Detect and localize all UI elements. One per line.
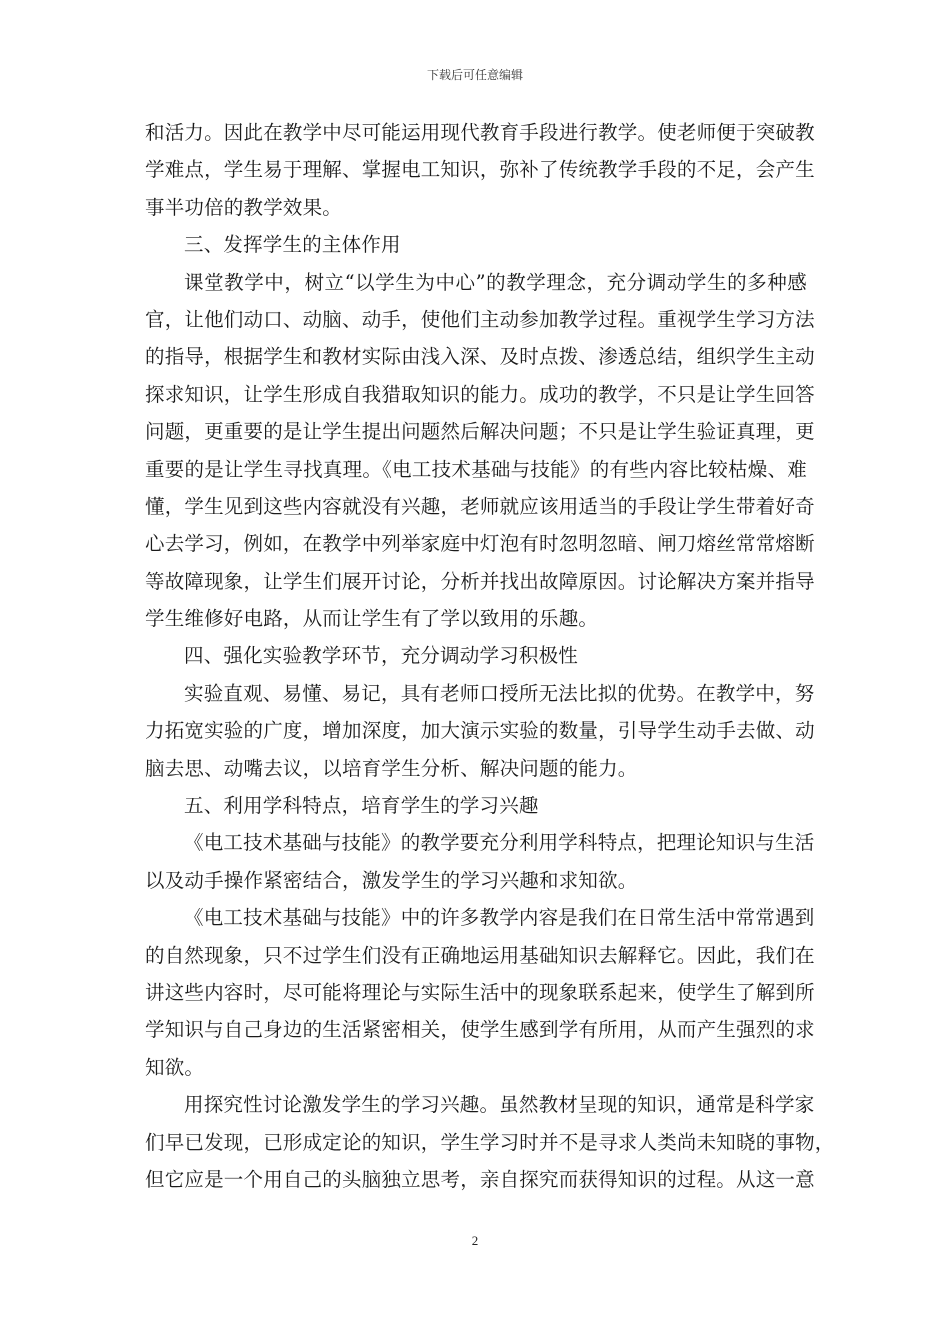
text-line: 的自然现象，只不过学生们没有正确地运用基础知识去解释它。因此，我们在 xyxy=(145,943,815,967)
text-line: 以及动手操作紧密结合，激发学生的学习兴趣和求知欲。 xyxy=(145,868,638,892)
text-line: 讲这些内容时，尽可能将理论与实际生活中的现象联系起来，使学生了解到所 xyxy=(145,980,815,1004)
text-line: 力拓宽实验的广度，增加深度，加大演示实验的数量，引导学生动手去做、动 xyxy=(145,719,815,743)
text-line: 探求知识，让学生形成自我猎取知识的能力。成功的教学，不只是让学生回答 xyxy=(145,382,815,406)
text-line: 心去学习，例如，在教学中列举家庭中灯泡有时忽明忽暗、闸刀熔丝常常熔断 xyxy=(145,532,815,556)
text-line: 三、发挥学生的主体作用 xyxy=(184,233,401,257)
text-line: 实验直观、易懂、易记，具有老师口授所无法比拟的优势。在教学中，努 xyxy=(184,681,815,705)
document-body xyxy=(145,114,835,1198)
text-line: 但它应是一个用自己的头脑独立思考，亲自探究而获得知识的过程。从这一意 xyxy=(145,1167,815,1191)
page-number: 2 xyxy=(471,1233,479,1248)
text-line: 事半功倍的教学效果。 xyxy=(145,195,343,219)
text-line: 五、利用学科特点，培育学生的学习兴趣 xyxy=(184,794,539,818)
text-line: 懂，学生见到这些内容就没有兴趣，老师就应该用适当的手段让学生带着好奇 xyxy=(145,494,815,518)
page-header: 下载后可任意编辑 xyxy=(426,68,523,82)
text-line: 《电工技术基础与技能》中的许多教学内容是我们在日常生活中常常遇到 xyxy=(184,906,815,930)
text-line: 们早已发现，已形成定论的知识，学生学习时并不是寻求人类尚未知晓的事物， xyxy=(145,1130,835,1154)
text-line: 官，让他们动口、动脑、动手，使他们主动参加教学过程。重视学生学习方法 xyxy=(145,307,815,331)
text-line: 脑去思、动嘴去议，以培育学生分析、解决问题的能力。 xyxy=(145,756,638,780)
text-line: 课堂教学中，树立“以学生为中心”的教学理念，充分调动学生的多种感 xyxy=(184,270,807,294)
text-line: 学生维修好电路，从而让学生有了学以致用的乐趣。 xyxy=(145,607,599,631)
text-line: 和活力。因此在教学中尽可能运用现代教育手段进行教学。使老师便于突破教 xyxy=(145,121,815,144)
text-line: 的指导，根据学生和教材实际由浅入深、及时点拨、渗透总结，组织学生主动 xyxy=(145,345,815,369)
text-line: 四、强化实验教学环节，充分调动学习积极性 xyxy=(184,644,579,668)
text-line: 用探究性讨论激发学生的学习兴趣。虽然教材呈现的知识，通常是科学家 xyxy=(184,1093,815,1117)
text-line: 《电工技术基础与技能》的教学要充分利用学科特点，把理论知识与生活 xyxy=(184,831,815,855)
text-line: 学难点，学生易于理解、掌握电工知识，弥补了传统教学手段的不足，会产生 xyxy=(145,158,815,182)
text-line: 学知识与自己身边的生活紧密相关，使学生感到学有所用，从而产生强烈的求 xyxy=(145,1018,815,1042)
text-line: 重要的是让学生寻找真理。《电工技术基础与技能》的有些内容比较枯燥、难 xyxy=(145,457,807,481)
text-line: 等故障现象，让学生们展开讨论，分析并找出故障原因。讨论解决方案并指导 xyxy=(145,569,815,593)
text-line: 问题，更重要的是让学生提出问题然后解决问题；不只是让学生验证真理，更 xyxy=(145,420,815,444)
text-line: 知欲。 xyxy=(145,1055,205,1079)
